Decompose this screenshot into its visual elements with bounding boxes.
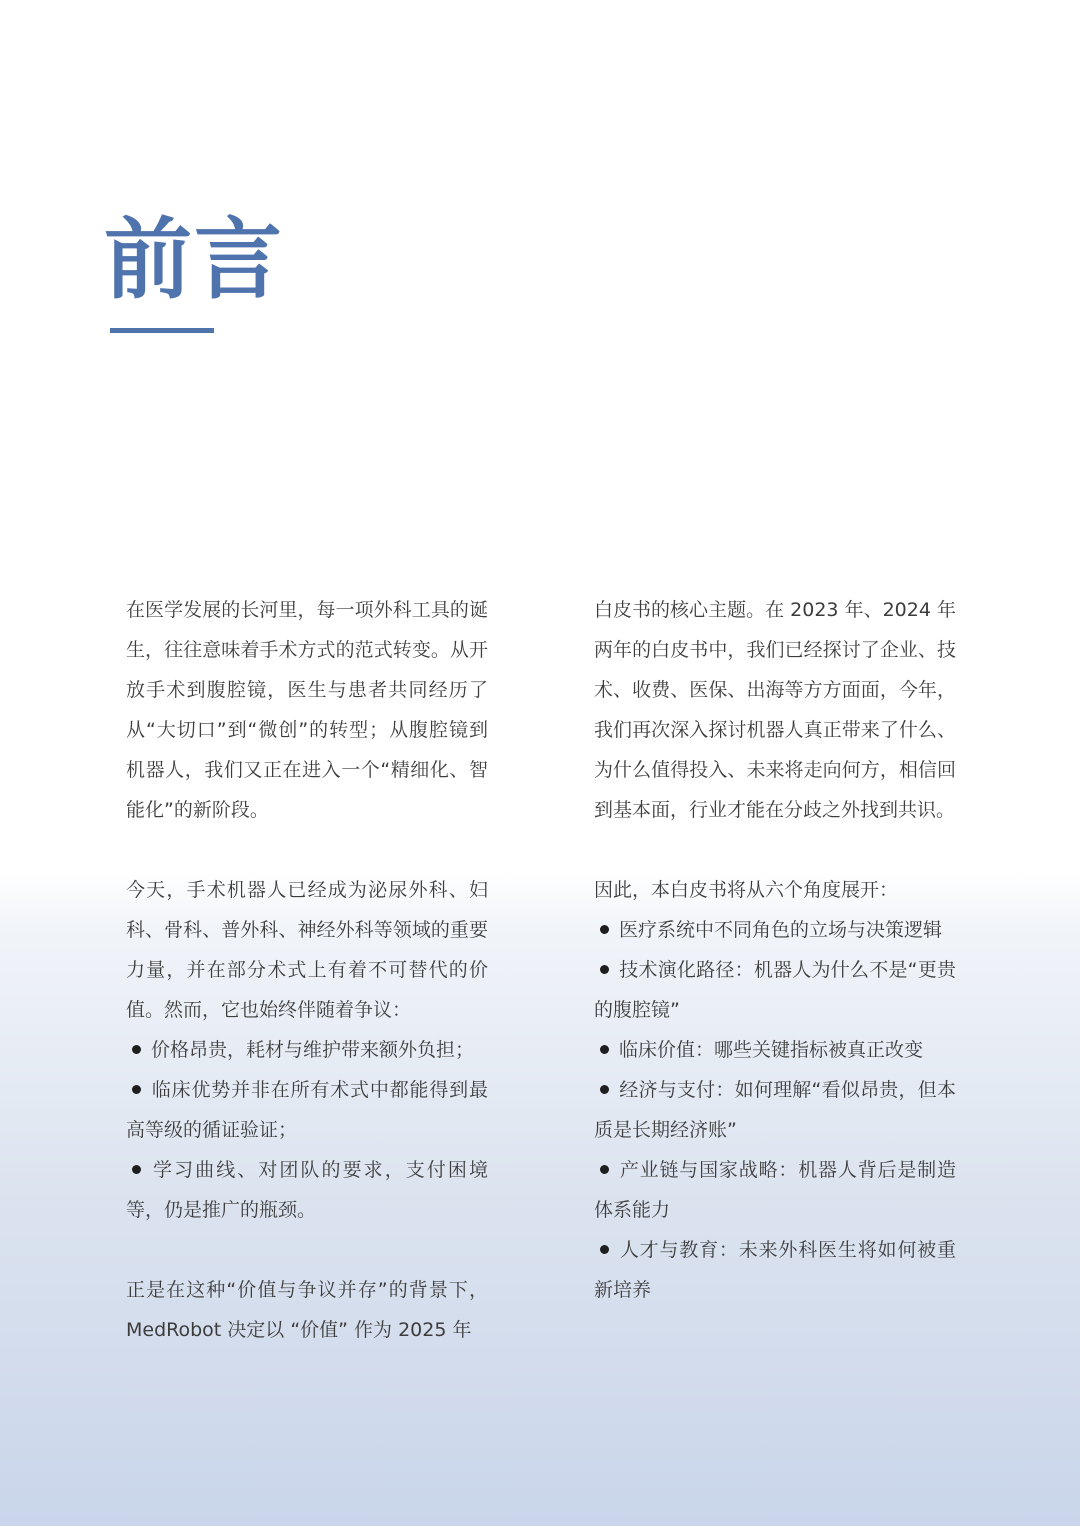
paragraph-angles-intro: 因此，本白皮书将从六个角度展开： [594, 879, 899, 901]
bullet-text: 人才与教育：未来外科医生将如何被重新培养 [594, 1239, 956, 1301]
paragraph-gap [126, 1230, 488, 1270]
bullet-dot-icon [132, 1165, 141, 1174]
paragraph-intro: 在医学发展的长河里，每一项外科工具的诞生，往往意味着手术方式的范式转变。从开放手术到腹腔镜，医生与患者共同经历了从“大切口”到“微创”的转型；从腹腔镜到机器人，我们又正在进入一个“精细化、智能化”的新阶段。 [126, 599, 488, 821]
angle-bullet [594, 1030, 956, 1070]
bullet-dot-icon [600, 1165, 609, 1174]
bullet-text: 产业链与国家战略：机器人背后是制造体系能力 [594, 1159, 956, 1221]
paragraph-background: 正是在这种“价值与争议并存”的背景下，MedRobot 决定以 “价值” 作为 2025 年 [126, 1279, 488, 1341]
controversy-bullet [126, 1150, 488, 1230]
bullet-dot-icon [600, 1085, 609, 1094]
title-underline [110, 328, 214, 333]
angle-bullet [594, 950, 956, 1030]
bullet-dot-icon [132, 1045, 141, 1054]
bullet-text: 临床价值：哪些关键指标被真正改变 [619, 1039, 924, 1061]
paragraph-gap [594, 830, 956, 870]
bullet-dot-icon [600, 1045, 609, 1054]
angle-bullet [594, 910, 956, 950]
controversy-bullet [126, 1030, 488, 1070]
left-column [126, 590, 488, 1350]
bullet-dot-icon [600, 1245, 609, 1254]
bullet-dot-icon [600, 925, 609, 934]
bullet-dot-icon [132, 1085, 141, 1094]
bullet-text: 医疗系统中不同角色的立场与决策逻辑 [619, 919, 943, 941]
angle-bullet [594, 1230, 956, 1310]
paragraph-theme: 白皮书的核心主题。在 2023 年、2024 年两年的白皮书中，我们已经探讨了企业、技术、收费、医保、出海等方方面面，今年，我们再次深入探讨机器人真正带来了什么、为什么值得投入、未来将走向何方，相信回到基本面，行业才能在分歧之外找到共识。 [594, 599, 956, 821]
bullet-text: 技术演化路径：机器人为什么不是“更贵的腹腔镜” [594, 959, 956, 1021]
paragraph-gap [126, 830, 488, 870]
bullet-text: 学习曲线、对团队的要求，支付困境等，仍是推广的瓶颈。 [126, 1159, 488, 1221]
bullet-text: 价格昂贵，耗材与维护带来额外负担； [151, 1039, 475, 1061]
angle-bullet [594, 1070, 956, 1150]
page-title: 前言 [104, 207, 285, 311]
paragraph-today: 今天，手术机器人已经成为泌尿外科、妇科、骨科、普外科、神经外科等领域的重要力量，并在部分术式上有着不可替代的价值。然而，它也始终伴随着争议： [126, 879, 488, 1021]
controversy-bullet [126, 1070, 488, 1150]
angle-bullet [594, 1150, 956, 1230]
bullet-text: 经济与支付：如何理解“看似昂贵，但本质是长期经济账” [594, 1079, 956, 1141]
right-column [594, 590, 956, 1310]
bullet-dot-icon [600, 965, 609, 974]
bullet-text: 临床优势并非在所有术式中都能得到最高等级的循证验证； [126, 1079, 488, 1141]
